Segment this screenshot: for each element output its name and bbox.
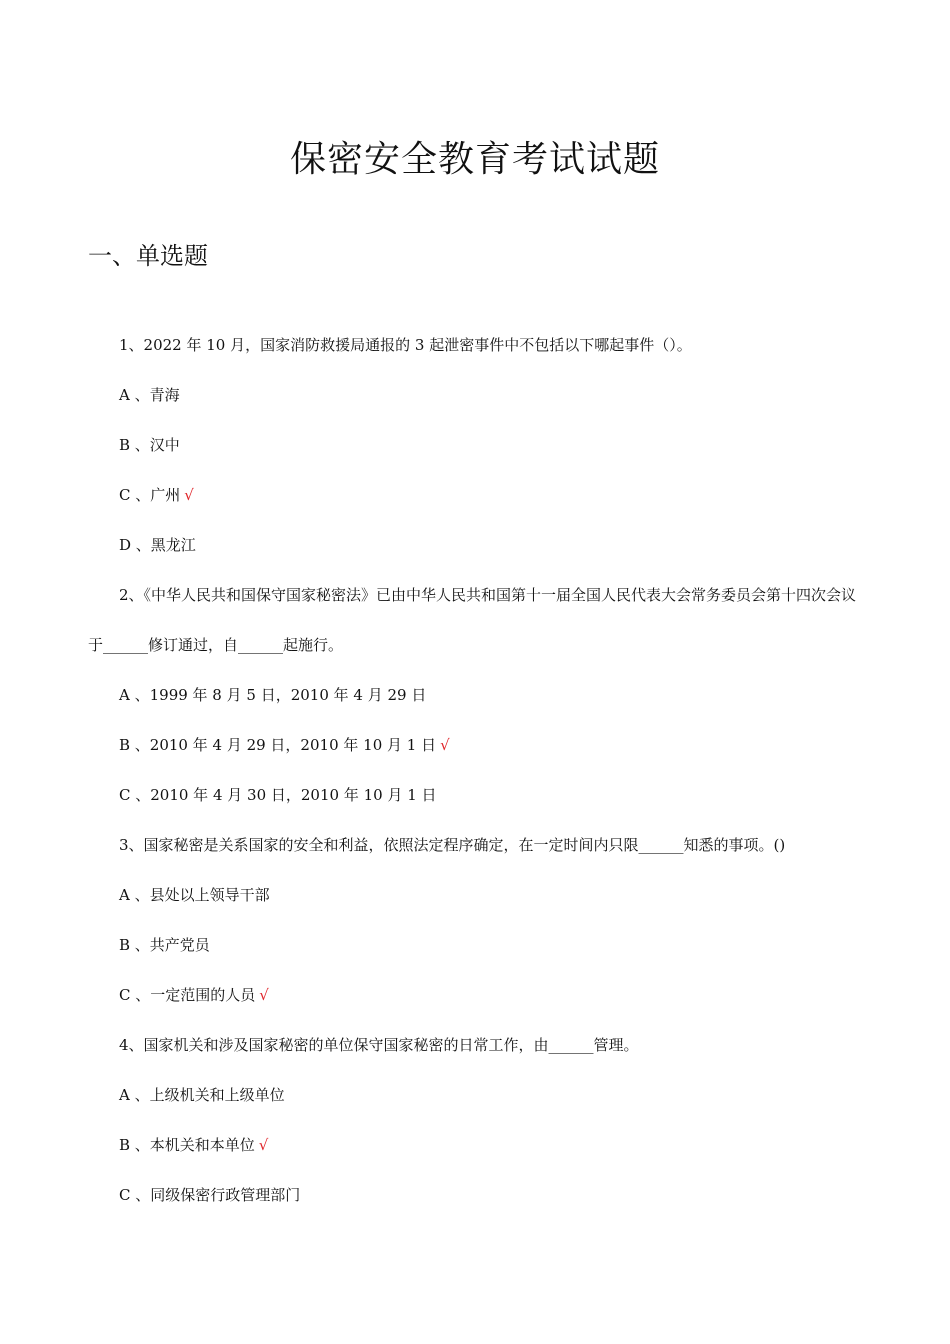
question-1-text: 1、2022 年 10 月，国家消防救援局通报的 3 起泄密事件中不包括以下哪起事件（）。 xyxy=(119,336,692,354)
q1-option-b: B 、汉中 xyxy=(119,436,180,454)
correct-check-icon: √ xyxy=(259,986,269,1004)
q1-option-a: A 、青海 xyxy=(119,386,180,404)
q1-option-d: D 、黑龙江 xyxy=(119,536,196,554)
page-title: 保密安全教育考试试题 xyxy=(289,139,660,180)
question-list xyxy=(88,320,868,1220)
q4-option-c: C 、同级保密行政管理部门 xyxy=(119,1186,301,1204)
q2-option-c: C 、2010 年 4 月 30 日，2010 年 10 月 1 日 xyxy=(119,786,437,804)
section-heading: 一、单选题 xyxy=(88,242,208,270)
question-3-text: 3、国家秘密是关系国家的安全和利益，依照法定程序确定，在一定时间内只限______知悉的事项。() xyxy=(119,836,786,854)
q3-option-c: C 、一定范围的人员 √ xyxy=(119,986,269,1004)
correct-check-icon: √ xyxy=(184,486,194,504)
q2-option-b: B 、2010 年 4 月 29 日，2010 年 10 月 1 日 √ xyxy=(119,736,450,754)
question-2-text: 2、《中华人民共和国保守国家秘密法》已由中华人民共和国第十一届全国人民代表大会常务委员会第十四次会议于______修订通过，自______起施行。 xyxy=(88,586,857,654)
q3-option-b: B 、共产党员 xyxy=(119,936,210,954)
correct-check-icon: √ xyxy=(258,1136,269,1154)
question-4-text: 4、国家机关和涉及国家秘密的单位保守国家秘密的日常工作，由______管理。 xyxy=(119,1036,639,1054)
q4-option-a: A 、上级机关和上级单位 xyxy=(119,1086,285,1104)
correct-check-icon: √ xyxy=(440,736,450,754)
q2-option-a: A 、1999 年 8 月 5 日，2010 年 4 月 29 日 xyxy=(119,686,427,704)
q1-option-c: C 、广州 √ xyxy=(119,486,194,504)
q3-option-a: A 、县处以上领导干部 xyxy=(119,886,270,904)
q4-option-b: B 、本机关和本单位 √ xyxy=(119,1136,269,1154)
